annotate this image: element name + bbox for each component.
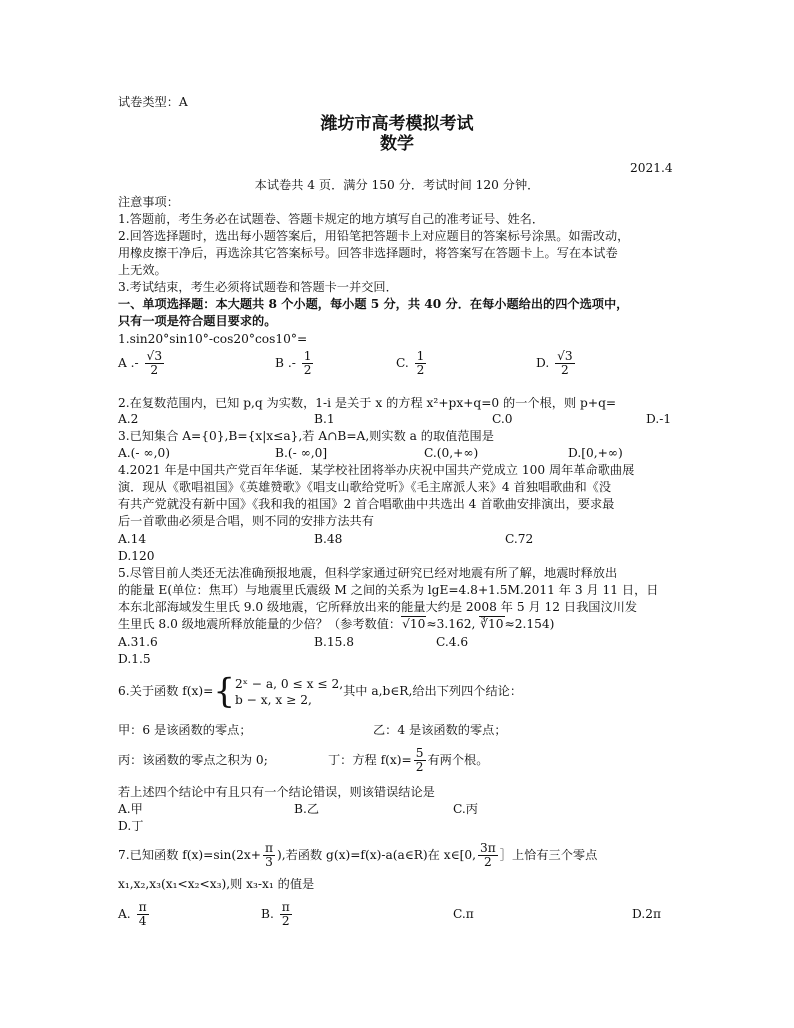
q4-line-2: 演．现从《歌唱祖国》《英雄赞歌》《唱支山歌给党听》《毛主席派人来》4 首独唱歌曲和《没 <box>118 480 612 494</box>
q7-3pi-over-2 <box>478 842 498 869</box>
q2-option-c: C.0 <box>492 412 513 426</box>
exam-date: 2021.4 <box>630 161 673 175</box>
q1-option-a <box>118 350 166 377</box>
q7-option-d: D.2π <box>632 907 661 921</box>
q5-line-2: 的能量 E(单位：焦耳）与地震里氏震级 M 之间的关系为 lgE=4.8+1.5M.2011 年 3 月 11 日，日 <box>118 583 659 597</box>
q1-a-den: 2 <box>150 363 159 377</box>
paper-type: 试卷类型：A <box>118 95 188 109</box>
q1-option-b-prefix: B .- <box>275 356 296 370</box>
q7-b-fraction <box>280 901 292 928</box>
q7-b-den: 2 <box>281 914 290 928</box>
q1-a-num: √3 <box>146 349 163 363</box>
q1-d-fraction <box>555 350 575 377</box>
section-heading-line-1: 一、单项选择题：本大题共 8 个小题，每小题 5 分，共 40 分．在每小题给出的四个选项中， <box>118 297 629 311</box>
q1-b-den: 2 <box>303 363 312 377</box>
q4-option-a: A.14 <box>118 532 147 546</box>
q7-pi-den: 3 <box>265 855 273 869</box>
q6-statement-ding <box>328 745 488 775</box>
q6-ding-post: 有两个根。 <box>427 753 489 767</box>
q1-option-d <box>536 350 577 377</box>
q7-b-num: π <box>281 900 290 914</box>
q7-3pi-num: 3π <box>480 841 496 855</box>
q6-condition: 若上述四个结论中有且只有一个结论错误，则该错误结论是 <box>118 785 435 799</box>
q7-a-fraction <box>137 901 149 928</box>
q1-c-num: 1 <box>416 349 425 363</box>
q7-pi-over-3 <box>263 842 275 869</box>
note-1: 1.答题前，考生务必在试题卷、答题卡规定的地方填写自己的准考证号、姓名． <box>118 212 545 226</box>
section-heading-line-2: 只有一项是符合题目要求的。 <box>118 314 277 328</box>
q5-option-a: A.31.6 <box>118 635 158 649</box>
q3-option-a: A.(- ∞,0) <box>118 446 170 460</box>
q7-option-a-prefix: A. <box>118 907 131 921</box>
q7-stem-post: ］上恰有三个零点 <box>499 848 598 862</box>
q5-line-3: 本东北部海域发生里氏 9.0 级地震，它所释放出来的能量大约是 2008 年 5 月 12 日我国汶川发 <box>118 600 638 614</box>
q6-statement-jia: 甲：6 是该函数的零点； <box>118 723 252 737</box>
q7-stem-mid: ),若函数 g(x)=f(x)-a(a∈R)在 x∈[0, <box>276 848 477 862</box>
q1-option-c <box>396 350 428 377</box>
q4-line-4: 后一首歌曲必须是合唱，则不同的安排方法共有 <box>118 514 374 528</box>
q1-d-den: 2 <box>560 363 569 377</box>
q7-a-den: 4 <box>138 914 147 928</box>
q5-line-4 <box>118 616 554 632</box>
q1-c-den: 2 <box>416 363 425 377</box>
q2-option-a: A.2 <box>118 412 139 426</box>
q6-case-1: 2ˣ − a, 0 ≤ x ≤ 2, <box>235 676 344 691</box>
q1-stem: 1.sin20°sin10°-cos20°cos10°= <box>118 332 308 346</box>
q7-3pi-den: 2 <box>484 855 492 869</box>
q7-pi-num: π <box>264 841 273 855</box>
q2-stem: 2.在复数范围内，已知 p,q 为实数，1-i 是关于 x 的方程 x²+px+q=0 的一个根，则 p+q= <box>118 396 617 410</box>
q5-option-d: D.1.5 <box>118 652 151 666</box>
q6-case-2: b − x, x ≥ 2, <box>235 692 312 707</box>
q6-option-b: B.乙 <box>294 802 320 816</box>
q1-b-num: 1 <box>303 349 312 363</box>
q5-option-b: B.15.8 <box>314 635 354 649</box>
exam-title: 潍坊市高考模拟考试 <box>320 114 474 134</box>
q7-stem <box>118 839 597 871</box>
q7-option-a <box>118 898 151 930</box>
notes-heading: 注意事项： <box>118 195 179 209</box>
q1-c-fraction <box>415 350 427 377</box>
q6-stem-pre: 6.关于函数 f(x)= <box>118 684 214 698</box>
note-2-line-3: 上无效。 <box>118 263 167 277</box>
q1-option-a-prefix: A .- <box>118 356 139 370</box>
note-2-line-1: 2.回答选择题时，选出每小题答案后，用铅笔把答题卡上对应题目的答案标号涂黑。如需改动， <box>118 229 630 243</box>
q7-line-2: x₁,x₂,x₃(x₁<x₂<x₃),则 x₃-x₁ 的值是 <box>118 877 315 891</box>
q6-ding-den: 2 <box>415 760 424 774</box>
q4-line-3: 有共产党就没有新中国》《我和我的祖国》2 首合唱歌曲中共选出 4 首歌曲安排演出，要求最 <box>118 497 615 511</box>
q6-piecewise <box>235 676 343 708</box>
q7-a-num: π <box>138 900 147 914</box>
q6-stem-post: 其中 a,b∈R,给出下列四个结论： <box>343 684 523 698</box>
q1-b-fraction <box>302 350 314 377</box>
q6-option-a: A.甲 <box>118 802 143 816</box>
q6-stem <box>118 672 522 710</box>
q6-option-d: D.丁 <box>118 819 144 833</box>
q4-option-c: C.72 <box>505 532 534 546</box>
q5-cbrt10-value: ≈2.154) <box>504 617 555 631</box>
q6-statement-bing: 丙：该函数的零点之积为 0; <box>118 753 268 767</box>
q3-option-d: D.[0,+∞) <box>568 446 623 460</box>
q3-option-c: C.(0,+∞) <box>424 446 479 460</box>
q6-statement-yi: 乙：4 是该函数的零点； <box>373 723 507 737</box>
q5-line-4-text: 生里氏 8.0 级地震所释放能量的少倍？（参考数值： <box>118 617 402 631</box>
note-3: 3.考试结束，考生必须将试题卷和答题卡一并交回． <box>118 280 398 294</box>
q5-sqrt10-value: ≈3.162, <box>426 617 476 631</box>
q1-d-num: √3 <box>557 349 573 363</box>
q3-stem: 3.已知集合 A={0},B={x|x≤a},若 A∩B=A,则实数 a 的取值范围是 <box>118 429 494 443</box>
q1-option-b <box>275 350 315 377</box>
q6-ding-fraction <box>414 747 426 774</box>
q7-stem-pre: 7.已知函数 f(x)=sin(2x+ <box>118 848 261 862</box>
q6-ding-pre: 丁：方程 f(x)= <box>328 753 412 767</box>
q1-option-c-prefix: C. <box>396 356 409 370</box>
q5-option-c: C.4.6 <box>436 635 469 649</box>
q5-cbrt10: ∛10 <box>480 617 504 631</box>
q7-option-c: C.π <box>453 907 474 921</box>
q6-option-c: C.丙 <box>453 802 478 816</box>
q1-option-d-prefix: D. <box>536 356 550 370</box>
q4-option-d: D.120 <box>118 549 155 563</box>
q5-sqrt10: √10 <box>402 617 426 631</box>
q1-a-fraction <box>145 350 165 377</box>
q2-option-d: D.-1 <box>646 412 672 426</box>
exam-subject: 数学 <box>380 134 414 154</box>
q7-option-b <box>261 898 294 930</box>
q4-option-b: B.48 <box>314 532 343 546</box>
note-2-line-2: 用橡皮擦干净后，再选涂其它答案标号。回答非选择题时，将答案写在答题卡上。写在本试卷 <box>118 246 618 260</box>
q2-option-b: B.1 <box>314 412 335 426</box>
q6-brace: { <box>213 671 235 712</box>
q7-option-b-prefix: B. <box>261 907 274 921</box>
q6-ding-num: 5 <box>415 746 424 760</box>
q5-line-1: 5.尽管目前人类还无法准确预报地震，但科学家通过研究已经对地震有所了解，地震时释放出 <box>118 566 618 580</box>
exam-info: 本试卷共 4 页．满分 150 分．考试时间 120 分钟． <box>254 178 540 192</box>
q3-option-b: B.(- ∞,0] <box>275 446 328 460</box>
q4-line-1: 4.2021 年是中国共产党百年华诞．某学校社团将举办庆祝中国共产党成立 100 周年革命歌曲展 <box>118 463 635 477</box>
